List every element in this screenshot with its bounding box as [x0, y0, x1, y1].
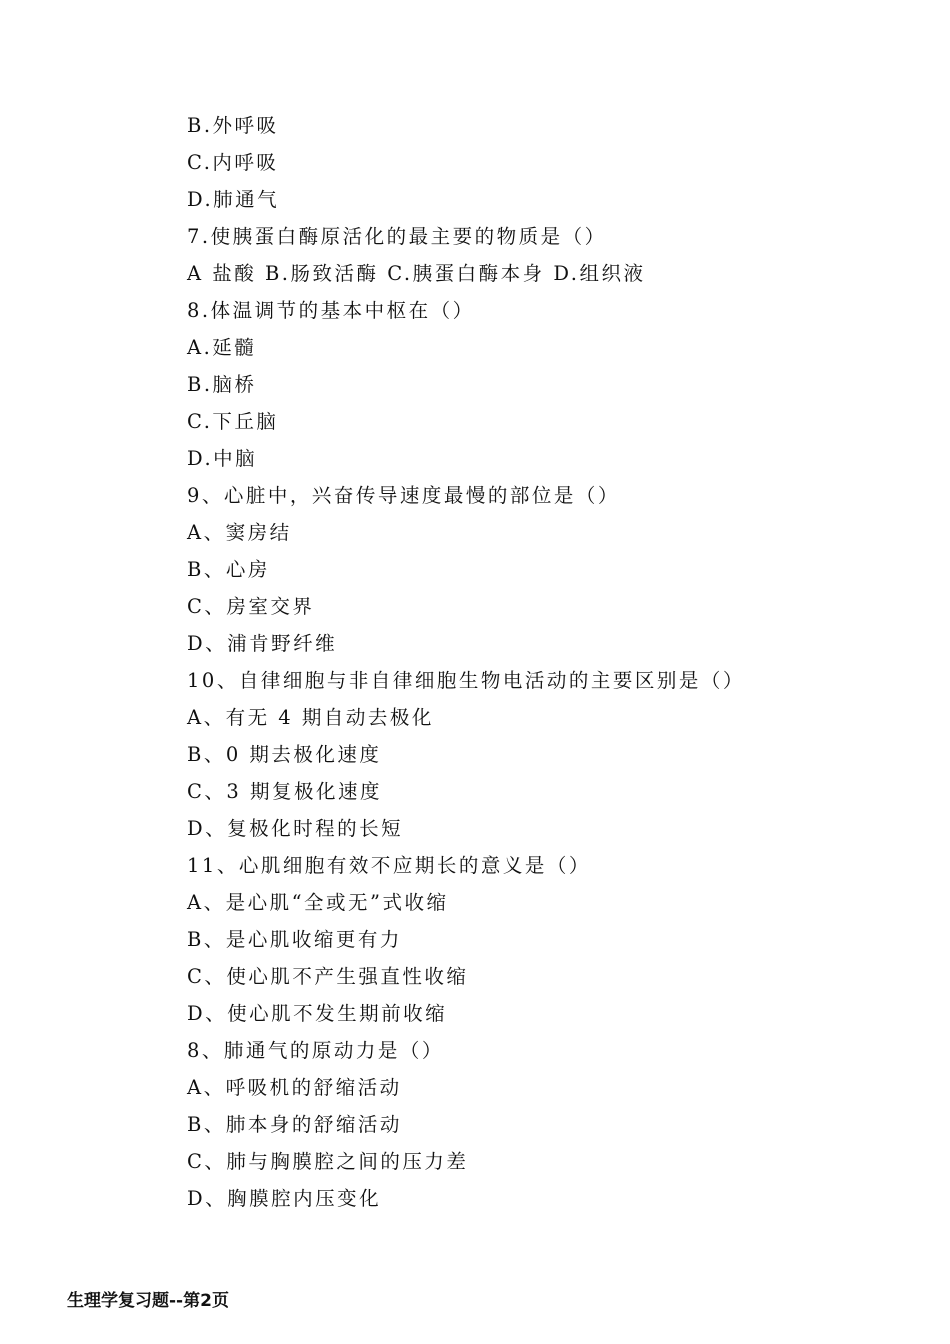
text-line: C、3 期复极化速度 — [187, 780, 383, 803]
text-line: B、0 期去极化速度 — [187, 743, 382, 766]
text-line: A、呼吸机的舒缩活动 — [187, 1076, 402, 1099]
text-line: C、肺与胸膜腔之间的压力差 — [187, 1150, 469, 1173]
text-line: A.延髓 — [187, 336, 257, 359]
text-line: A、有无 4 期自动去极化 — [187, 706, 434, 729]
question-text: 9、心脏中，兴奋传导速度最慢的部位是（） — [187, 484, 620, 507]
text-line: D、使心肌不发生期前收缩 — [187, 1002, 448, 1025]
text-line: C.内呼吸 — [187, 151, 279, 174]
text-line: D、胸膜腔内压变化 — [187, 1187, 382, 1210]
text-line: A 盐酸 B.肠致活酶 C.胰蛋白酶本身 D.组织液 — [187, 262, 646, 285]
text-line: C、房室交界 — [187, 595, 315, 618]
question-text: 11、心肌细胞有效不应期长的意义是（） — [187, 854, 591, 877]
question-text: 7.使胰蛋白酶原活化的最主要的物质是（） — [187, 225, 607, 248]
text-line: C.下丘脑 — [187, 410, 279, 433]
text-line: B、是心肌收缩更有力 — [187, 928, 402, 951]
question-text: 8、肺通气的原动力是（） — [187, 1039, 444, 1062]
question-text: 10、自律细胞与非自律细胞生物电活动的主要区别是（） — [187, 669, 745, 692]
text-line: C、使心肌不产生强直性收缩 — [187, 965, 469, 988]
text-line: B、肺本身的舒缩活动 — [187, 1113, 402, 1136]
text-line: A、是心肌“全或无”式收缩 — [187, 891, 449, 914]
text-line: B、心房 — [187, 558, 270, 581]
text-line: A、窦房结 — [187, 521, 292, 544]
text-line: D.肺通气 — [187, 188, 280, 211]
question-lines — [187, 111, 907, 1221]
question-text: 8.体温调节的基本中枢在（） — [187, 299, 475, 322]
text-line: D、复极化时程的长短 — [187, 817, 404, 840]
text-line: D、浦肯野纤维 — [187, 632, 338, 655]
page-footer: 生理学复习题--第2页 — [67, 1291, 229, 1311]
text-line: B.脑桥 — [187, 373, 257, 396]
text-line: D.中脑 — [187, 447, 258, 470]
text-line: B.外呼吸 — [187, 114, 279, 137]
